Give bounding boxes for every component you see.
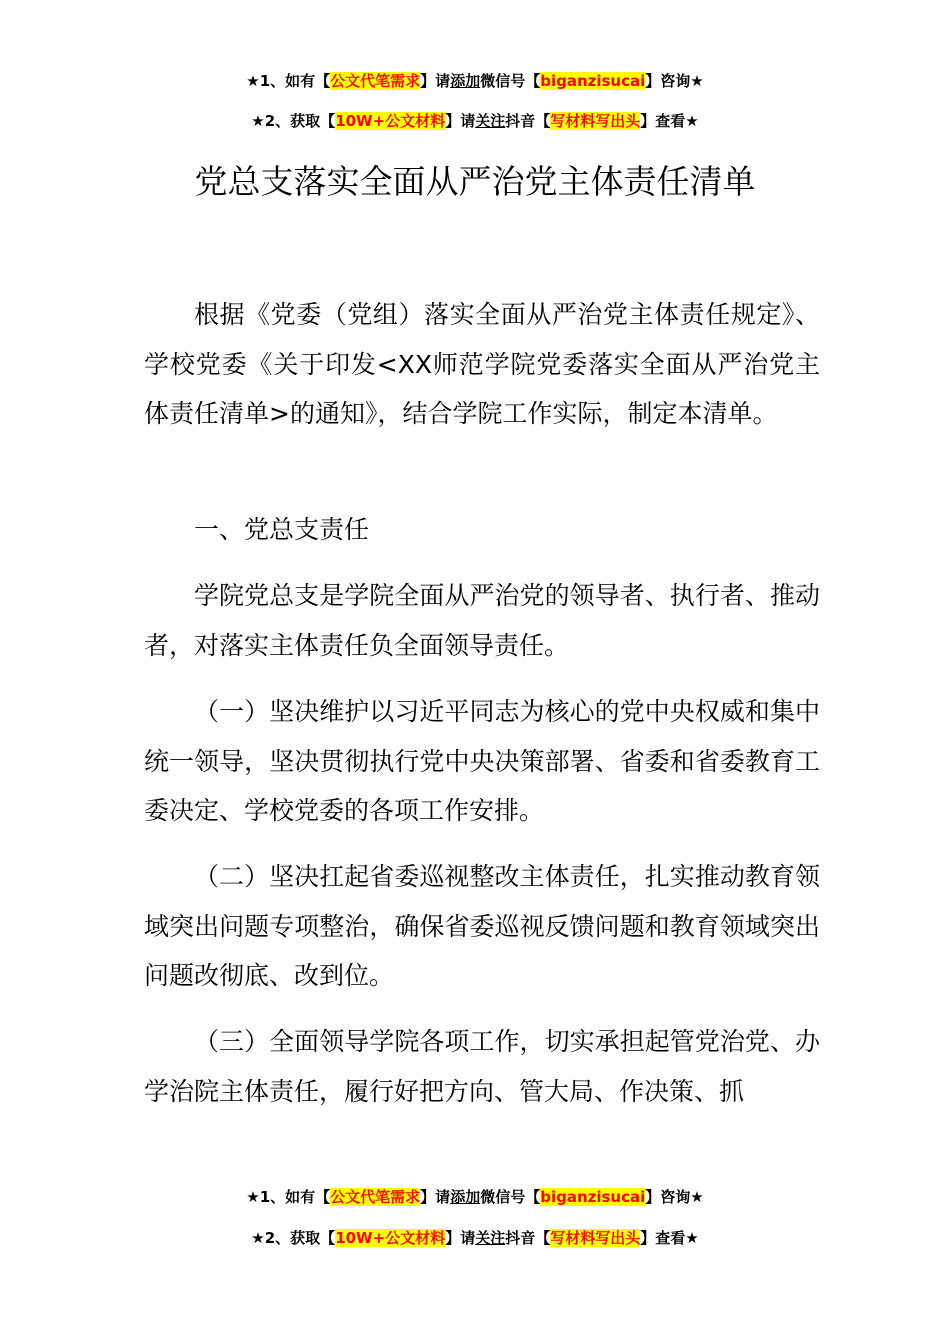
- footer-banner-line-1: [0, 1186, 950, 1208]
- banner-text: 】咨询★: [645, 1188, 704, 1206]
- banner-text: 】请: [420, 1188, 451, 1206]
- header-banner-line-1: [0, 70, 950, 92]
- banner-text: 】请: [445, 1229, 476, 1247]
- banner-highlight: biganzisucai: [540, 1188, 646, 1206]
- banner-text: ★1、如有【: [246, 1188, 331, 1206]
- banner-underlined-text: 添加: [450, 1188, 481, 1206]
- banner-text: 抖音【: [505, 1229, 551, 1247]
- body-paragraph: 学院党总支是学院全面从严治党的领导者、执行者、推动者，对落实主体责任负全面领导责任。: [144, 581, 820, 660]
- banner-highlight: 10W+公文材料: [335, 112, 446, 130]
- body-paragraph: （一）坚决维护以习近平同志为核心的党中央权威和集中统一领导，坚决贯彻执行党中央决策部署、省委和省委教育工委决定、学校党委的各项工作安排。: [144, 697, 820, 825]
- banner-text: 抖音【: [505, 112, 551, 130]
- header-banner-line-2: [0, 110, 950, 132]
- banner-text: 】咨询★: [645, 72, 704, 90]
- footer-banner-line-2: [0, 1227, 950, 1249]
- banner-text: 】查看★: [640, 1229, 699, 1247]
- banner-highlight: 公文代笔需求: [330, 1188, 421, 1206]
- banner-text: 】请: [420, 72, 451, 90]
- section-heading: 一、党总支责任: [194, 515, 370, 544]
- banner-highlight: 写材料写出头: [550, 1229, 641, 1247]
- banner-highlight: 10W+公文材料: [335, 1229, 446, 1247]
- body-paragraph: （二）坚决扛起省委巡视整改主体责任，扎实推动教育领域突出问题专项整治，确保省委巡视反馈问题和教育领域突出问题改彻底、改到位。: [144, 862, 820, 990]
- body-paragraph: （三）全面领导学院各项工作，切实承担起管党治党、办学治院主体责任，履行好把方向、管大局、作决策、抓: [144, 1027, 820, 1106]
- body-paragraph: 根据《党委（党组）落实全面从严治党主体责任规定》、学校党委《关于印发<XX师范学院党委落实全面从严治党主体责任清单>的通知》，结合学院工作实际，制定本清单。: [144, 300, 820, 428]
- banner-underlined-text: 关注: [475, 1229, 506, 1247]
- banner-highlight: 写材料写出头: [550, 112, 641, 130]
- banner-text: 微信号【: [480, 72, 541, 90]
- banner-highlight: 公文代笔需求: [330, 72, 421, 90]
- banner-text: ★2、获取【: [251, 112, 336, 130]
- banner-text: ★2、获取【: [251, 1229, 336, 1247]
- banner-highlight: biganzisucai: [540, 72, 646, 90]
- banner-text: 】请: [445, 112, 476, 130]
- document-title: 党总支落实全面从严治党主体责任清单: [194, 162, 756, 201]
- banner-text: 微信号【: [480, 1188, 541, 1206]
- banner-underlined-text: 关注: [475, 112, 506, 130]
- banner-underlined-text: 添加: [450, 72, 481, 90]
- banner-text: ★1、如有【: [246, 72, 331, 90]
- banner-text: 】查看★: [640, 112, 699, 130]
